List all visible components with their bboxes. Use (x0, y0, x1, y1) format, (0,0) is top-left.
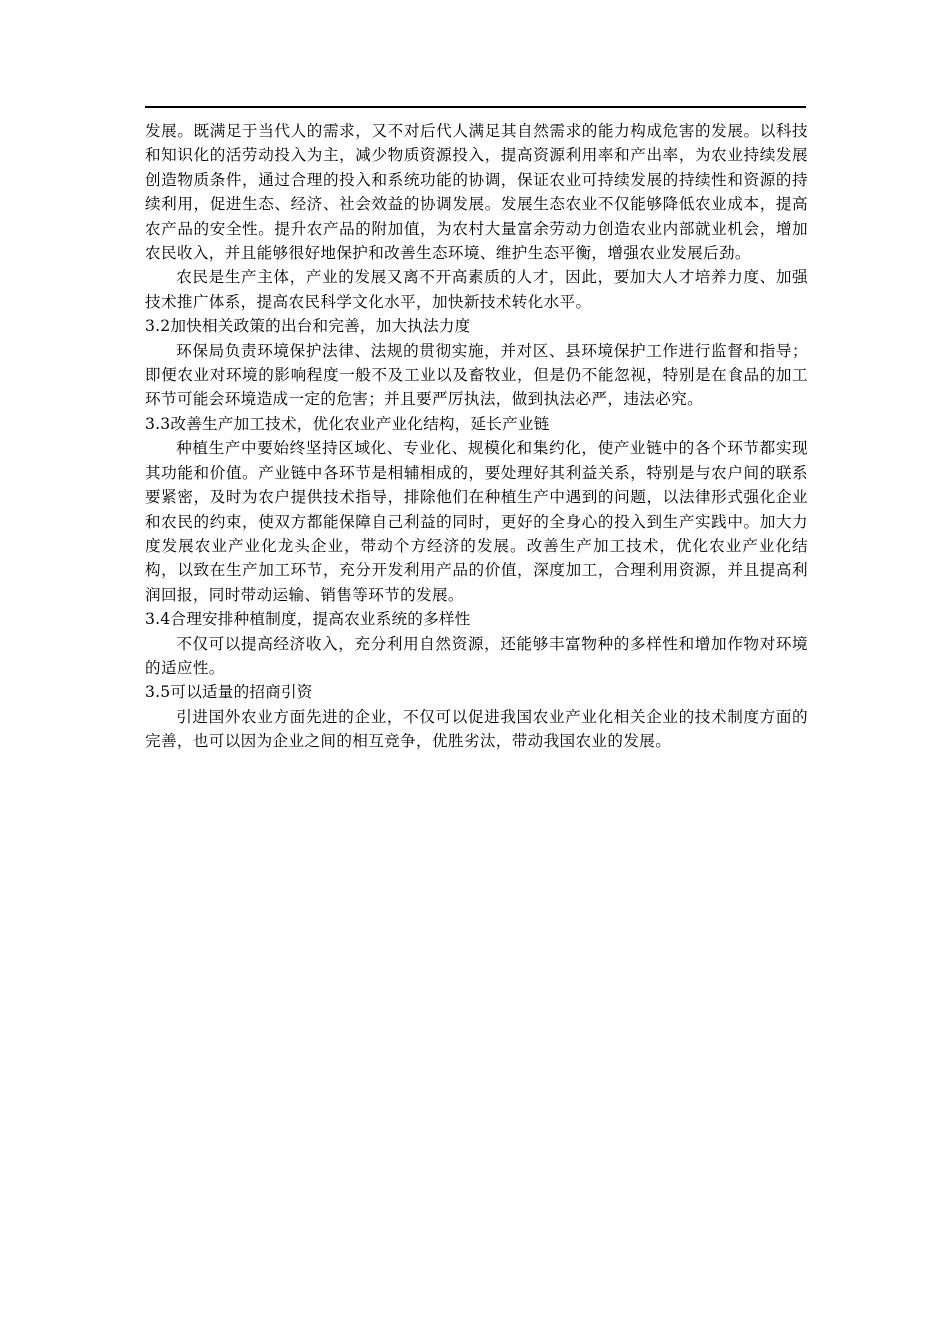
paragraph-production-chain: 种植生产中要始终坚持区域化、专业化、规模化和集约化，使产业链中的各个环节都实现其功能和价值。产业链中各环节是相辅相成的，要处理好其利益关系，特别是与农户间的联系要紧密，及时为农户提供技术指导，排除他们在种植生产中遇到的问题，以法律形式强化企业和农民的约束，使双方都能保障自己利益的同时，更好的全身心的投入到生产实践中。加大力度发展农业产业化龙头企业，带动个方经济的发展。改善生产加工技术，优化农业产业化结构，以致在生产加工环节，充分开发利用产品的价值，深度加工，合理利用资源，并且提高利润回报，同时带动运输、销售等环节的发展。 (145, 439, 808, 604)
section-heading-3-3: 3.3改善生产加工技术，优化农业产业化结构，延长产业链 (145, 414, 550, 433)
header-rule (145, 106, 806, 108)
paragraph-continuation: 发展。既满足于当代人的需求，又不对后代人满足其自然需求的能力构成危害的发展。以科技和知识化的活劳动投入为主，减少物质资源投入，提高资源利用率和产出率，为农业持续发展创造物质条件，通过合理的投入和系统功能的协调，保证农业可持续发展的持续性和资源的持续利用，促进生态、经济、社会效益的协调发展。发展生态农业不仅能够降低农业成本，提高农产品的安全性。提升农产品的附加值，为农村大量富余劳动力创造农业内部就业机会，增加农民收入，并且能够很好地保护和改善生态环境、维护生态平衡，增强农业发展后劲。 (145, 122, 808, 263)
paragraph-farmers: 农民是生产主体，产业的发展又离不开高素质的人才，因此，要加大人才培养力度、加强技术推广体系，提高农民科学文化水平，加快新技术转化水平。 (145, 268, 808, 311)
paragraph-investment: 引进国外农业方面先进的企业，不仅可以促进我国农业产业化相关企业的技术制度方面的完善，也可以因为企业之间的相互竞争，优胜劣汰，带动我国农业的发展。 (145, 707, 808, 751)
section-heading-3-4: 3.4合理安排种植制度，提高农业系统的多样性 (145, 610, 471, 629)
section-heading-3-5: 3.5可以适量的招商引资 (145, 683, 313, 702)
document-body (145, 119, 808, 754)
paragraph-diversity: 不仅可以提高经济收入，充分利用自然资源，还能够丰富物种的多样性和增加作物对环境的适应性。 (145, 634, 808, 677)
section-heading-3-2: 3.2加快相关政策的出台和完善，加大执法力度 (145, 317, 471, 336)
paragraph-environment: 环保局负责环境保护法律、法规的贯彻实施，并对区、县环境保护工作进行监督和指导；即便农业对环境的影响程度一般不及工业以及畜牧业，但是仍不能忽视，特别是在食品的加工环节可能会环境造成一定的危害；并且要严厉执法，做到执法必严，违法必究。 (145, 341, 808, 409)
